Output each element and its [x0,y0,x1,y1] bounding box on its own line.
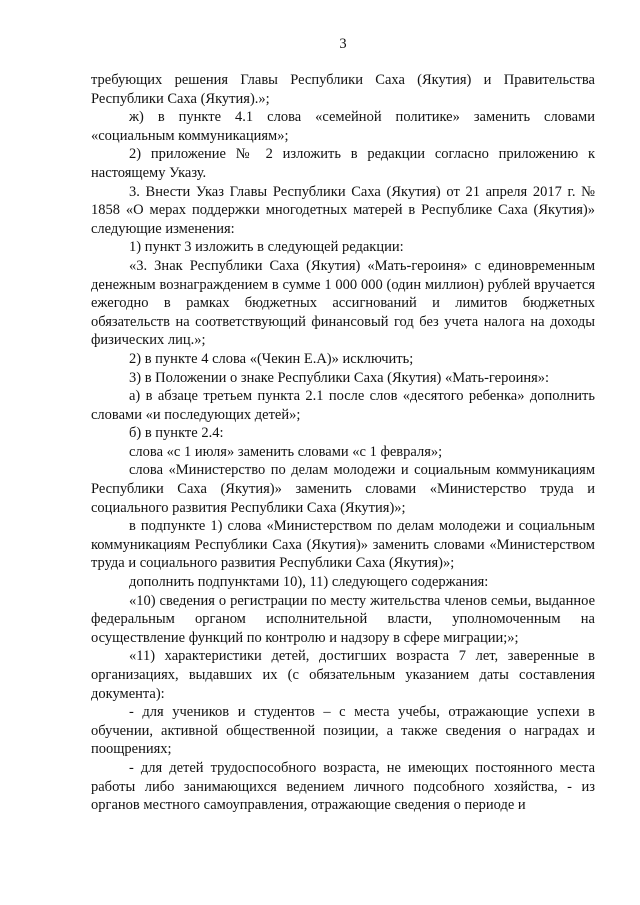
paragraph: а) в абзаце третьем пункта 2.1 после слов «десятого ребенка» дополнить словами «и последующих детей»; [91,388,595,423]
paragraph: б) в пункте 2.4: [129,425,224,442]
paragraph: «3. Знак Республики Саха (Якутия) «Мать-героиня» с единовременным денежным вознаграждением в сумме 1 000 000 (один миллион) рублей вручается ежегодно в рамках бюджетных ассигнований и лимитов бюджетных обязательств на соответствующий финансовый год без учета налога на доходы физических лиц.»; [91,257,595,349]
paragraph: 3. Внести Указ Главы Республики Саха (Якутия) от 21 апреля 2017 г. № 1858 «О мерах поддержки многодетных матерей в Республике Саха (Якутия)» следующие изменения: [91,183,595,237]
page-number: 3 [339,36,347,52]
paragraph: 1) пункт 3 изложить в следующей редакции: [129,239,404,256]
paragraph: «10) сведения о регистрации по месту жительства членов семьи, выданное федеральным органом исполнительной власти, уполномоченным на осуществление функций по контролю и надзору в сфере миграции;»; [91,592,595,646]
paragraph: слова «с 1 июля» заменить словами «с 1 февраля»; [129,443,443,460]
paragraph: 2) в пункте 4 слова «(Чекин Е.А)» исключить; [129,350,414,367]
paragraph: дополнить подпунктами 10), 11) следующего содержания: [129,574,489,591]
paragraph: в подпункте 1) слова «Министерством по делам молодежи и социальным коммуникациям Республики Саха (Якутия)» заменить словами «Министерством труда и социального развития Республики Саха (Якутия)»; [91,518,595,572]
paragraph: слова «Министерство по делам молодежи и социальным коммуникациям Республики Саха (Якутия)» заменить словами «Министерство труда и социального развития Республики Саха (Якутия)»; [91,462,595,516]
paragraph: требующих решения Главы Республики Саха (Якутия) и Правительства Республики Саха (Якутия).»; [91,72,595,107]
paragraph: «11) характеристики детей, достигших возраста 7 лет, заверенные в организациях, выдавших их (с обязательным указанием даты составления документа): [91,648,595,702]
paragraph: 3) в Положении о знаке Республики Саха (Якутия) «Мать-героиня»: [129,369,550,386]
paragraph: - для детей трудоспособного возраста, не имеющих постоянного места работы либо занимающихся ведением личного подсобного хозяйства, - из органов местного самоуправления, отражающие сведения о периоде и [91,759,595,814]
paragraph: 2) приложение № 2 изложить в редакции согласно приложению к настоящему Указу. [91,146,595,181]
document-body [91,71,595,815]
paragraph: ж) в пункте 4.1 слова «семейной политике» заменить словами «социальным коммуникациям»; [91,109,595,144]
paragraph: - для учеников и студентов – с места учебы, отражающие успехи в обучении, активной общественной позиции, а также сведения о наградах и поощрениях; [91,704,595,758]
